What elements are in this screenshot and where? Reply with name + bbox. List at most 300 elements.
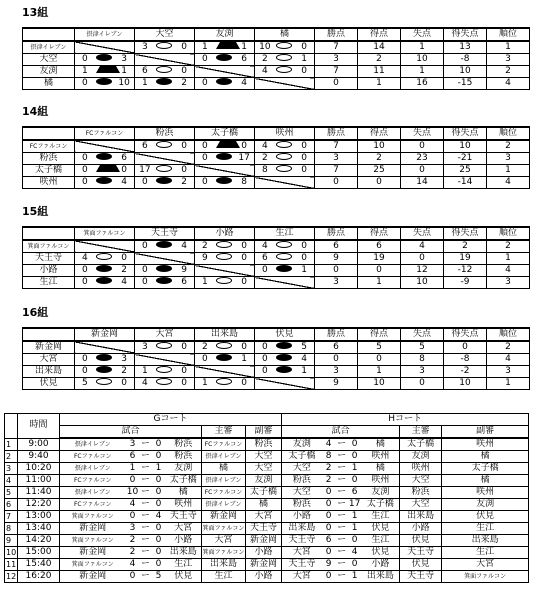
assistant-header: 副審 xyxy=(246,426,282,439)
referee: 天王寺 xyxy=(400,547,442,559)
referee: 小路 xyxy=(400,523,442,535)
win-circle-icon xyxy=(276,165,292,172)
result-cell xyxy=(255,140,315,153)
match-number: 1 xyxy=(5,438,18,451)
away-score: 1 xyxy=(348,463,362,475)
table-row xyxy=(23,354,530,366)
win-circle-icon xyxy=(156,141,172,148)
column-team-name: 箕面ファルコン xyxy=(75,227,135,240)
home-team: 摂津イレブン xyxy=(60,487,126,499)
away-score: 5 xyxy=(152,571,166,583)
away-team: 小路 xyxy=(362,559,400,571)
home-score: 0 xyxy=(322,511,336,523)
loss-dot-icon xyxy=(96,366,112,373)
stat-value: 3 xyxy=(315,366,358,378)
home-score: 2 xyxy=(322,463,336,475)
assistant-referee: 橘 xyxy=(442,451,529,463)
row-team-name: 太子橋 xyxy=(23,165,75,177)
home-team: 大宮 xyxy=(282,571,322,583)
table-row xyxy=(23,78,530,90)
score-against: 1 xyxy=(301,265,307,275)
result-cell xyxy=(195,240,255,253)
score-against: 0 xyxy=(301,66,307,76)
away-score: 0 xyxy=(152,499,166,511)
stat-value: 2 xyxy=(444,240,487,253)
result-cell xyxy=(255,354,315,366)
row-team-name: 大空 xyxy=(23,54,75,66)
home-score: 2 xyxy=(126,547,140,559)
stat-value: 7 xyxy=(315,41,358,54)
match-time: 10:20 xyxy=(18,463,60,475)
home-team: FCファルコン xyxy=(60,451,126,463)
corner-cell xyxy=(23,328,75,341)
result-cell xyxy=(255,41,315,54)
away-team: 咲州 xyxy=(166,499,202,511)
referee: FCファルコン xyxy=(202,487,246,499)
self-match-cell xyxy=(75,240,135,253)
score-for: 4 xyxy=(261,66,268,76)
home-score: 0 xyxy=(322,487,336,499)
score-against: 0 xyxy=(181,165,187,175)
score-dash: ー xyxy=(140,523,150,533)
self-match-cell xyxy=(135,54,195,66)
score-for: 4 xyxy=(141,378,148,388)
stat-value: 14 xyxy=(358,41,401,54)
score-for: 0 xyxy=(81,54,88,64)
away-team: 生江 xyxy=(362,535,400,547)
match-number: 3 xyxy=(5,463,18,475)
schedule-row xyxy=(5,571,529,583)
assistant-referee: 天王寺 xyxy=(246,523,282,535)
win-circle-icon xyxy=(276,42,292,49)
score-against: 0 xyxy=(301,241,307,251)
stat-value: 9 xyxy=(315,378,358,390)
self-match-cell xyxy=(255,378,315,390)
loss-dot-icon xyxy=(216,54,232,61)
table-row xyxy=(23,240,530,253)
match-time: 13:40 xyxy=(18,523,60,535)
referee: 伏見 xyxy=(400,535,442,547)
score-against: 4 xyxy=(181,241,187,251)
group-title: 16組 xyxy=(22,306,49,319)
column-team-name: 出来島 xyxy=(195,328,255,341)
stat-value: 1 xyxy=(401,66,444,78)
score-dash: ー xyxy=(337,511,347,521)
score-for: 0 xyxy=(81,366,88,376)
stat-value: 3 xyxy=(315,54,358,66)
referee: 出来島 xyxy=(202,559,246,571)
away-score: 0 xyxy=(152,438,166,451)
score-against: 1 xyxy=(121,66,127,76)
win-circle-icon xyxy=(216,253,232,260)
win-circle-icon xyxy=(276,141,292,148)
assistant-referee: 新金岡 xyxy=(246,535,282,547)
score-for: 0 xyxy=(81,265,88,275)
stat-header: 順位 xyxy=(487,328,530,341)
stat-value: 6 xyxy=(315,240,358,253)
score-for: 0 xyxy=(141,177,148,187)
away-score: 0 xyxy=(348,451,362,463)
column-team-name: 新金岡 xyxy=(75,328,135,341)
table-header-row xyxy=(23,227,530,240)
stat-value: 3 xyxy=(487,277,530,289)
stat-value: 10 xyxy=(444,378,487,390)
self-match-cell xyxy=(195,366,255,378)
score-for: 0 xyxy=(141,277,148,287)
referee: 摂津イレブン xyxy=(202,451,246,463)
match-number: 10 xyxy=(6,548,17,557)
match-time: 14:20 xyxy=(18,535,60,547)
assistant-referee: 橘 xyxy=(442,475,529,487)
score-for: 0 xyxy=(81,165,88,175)
score-against: 1 xyxy=(301,366,307,376)
stat-value: 0 xyxy=(401,165,444,177)
self-match-cell xyxy=(195,165,255,177)
stat-value: 10 xyxy=(444,66,487,78)
self-match-cell xyxy=(75,41,135,54)
stat-value: 19 xyxy=(358,253,401,265)
score-for: 2 xyxy=(261,54,268,64)
score-dash: ー xyxy=(140,499,150,509)
stat-value: 10 xyxy=(401,54,444,66)
match-time: 15:00 xyxy=(18,547,60,559)
group-title: 13組 xyxy=(22,6,49,19)
stat-value: 0 xyxy=(315,265,358,277)
stat-header: 順位 xyxy=(487,28,530,41)
score-against: 0 xyxy=(181,366,187,376)
score-against: 3 xyxy=(121,354,127,364)
home-score: 6 xyxy=(126,451,140,463)
score-for: 9 xyxy=(201,253,208,263)
home-team: 箕面ファルコン xyxy=(60,559,126,571)
loss-dot-icon xyxy=(96,78,112,85)
row-team-name: 伏見 xyxy=(23,378,75,390)
result-cell xyxy=(255,253,315,265)
stat-value: 0 xyxy=(401,253,444,265)
table-row xyxy=(23,165,530,177)
score-against: 0 xyxy=(301,141,307,151)
loss-dot-icon xyxy=(156,177,172,184)
home-score: 0 xyxy=(126,571,140,583)
stat-value: 0 xyxy=(401,378,444,390)
loss-dot-icon xyxy=(216,354,232,361)
home-team: 天王寺 xyxy=(282,535,322,547)
result-cell xyxy=(195,354,255,366)
result-cell xyxy=(75,177,135,189)
result-cell xyxy=(195,78,255,90)
corner-cell xyxy=(23,28,75,41)
home-score: 0 xyxy=(322,499,336,511)
away-team: 粉浜 xyxy=(166,438,202,451)
loss-dot-icon xyxy=(276,354,292,361)
result-cell xyxy=(75,277,135,289)
result-cell xyxy=(255,165,315,177)
score-against: 0 xyxy=(241,342,247,352)
result-cell xyxy=(135,66,195,78)
time-header: 時間 xyxy=(18,414,60,439)
stat-header: 得点 xyxy=(358,328,401,341)
home-team: 粉浜 xyxy=(282,475,322,487)
assistant-referee: 咲州 xyxy=(442,438,529,451)
referee: 天王寺 xyxy=(400,571,442,583)
score-for: 0 xyxy=(201,177,208,187)
stat-value: 1 xyxy=(487,165,530,177)
loss-dot-icon xyxy=(156,277,172,284)
score-against: 0 xyxy=(241,253,247,263)
assistant-referee: 大宮 xyxy=(246,511,282,523)
table-row xyxy=(23,153,530,165)
result-cell xyxy=(75,78,135,90)
group-standings-table xyxy=(22,126,530,189)
assistant-referee: 出来島 xyxy=(442,535,529,547)
score-against: 0 xyxy=(301,153,307,163)
assistant-referee: 大空 xyxy=(246,463,282,475)
loss-dot-icon xyxy=(276,366,292,373)
score-against: 10 xyxy=(118,78,130,88)
away-score: 4 xyxy=(348,547,362,559)
stat-value: -14 xyxy=(444,177,487,189)
stat-header: 順位 xyxy=(487,127,530,140)
row-team-name: 新金岡 xyxy=(23,341,75,354)
loss-dot-icon xyxy=(96,54,112,61)
loss-dot-icon xyxy=(156,265,172,272)
stat-value: 2 xyxy=(358,54,401,66)
home-team: 摂津イレブン xyxy=(60,438,126,451)
home-score: 4 xyxy=(126,499,140,511)
score-dash: ー xyxy=(337,439,347,449)
stat-value: 7 xyxy=(315,66,358,78)
row-team-name: 生江 xyxy=(23,277,75,289)
score-for: 0 xyxy=(201,141,208,151)
stat-value: 3 xyxy=(487,54,530,66)
score-dash: ー xyxy=(140,571,150,581)
assistant-referee: 友渕 xyxy=(246,475,282,487)
stat-value: 2 xyxy=(487,140,530,153)
score-for: 1 xyxy=(141,78,148,88)
table-row xyxy=(23,277,530,289)
assistant-referee: 友渕 xyxy=(442,499,529,511)
away-score: 1 xyxy=(348,571,362,583)
referee: 粉浜 xyxy=(400,487,442,499)
result-cell xyxy=(195,378,255,390)
stat-header: 得失点 xyxy=(444,28,487,41)
score-for: 0 xyxy=(141,241,148,251)
stat-value: 25 xyxy=(358,165,401,177)
score-for: 17 xyxy=(139,165,151,175)
result-cell xyxy=(195,54,255,66)
home-team: 新金岡 xyxy=(60,571,126,583)
score-for: 2 xyxy=(201,342,208,352)
stat-value: 3 xyxy=(315,153,358,165)
row-team-name: 咲州 xyxy=(23,177,75,189)
win-circle-icon xyxy=(216,378,232,385)
stat-value: 0 xyxy=(358,265,401,277)
row-team-name: 摂津イレブン xyxy=(23,41,75,54)
assistant-header: 副審 xyxy=(442,426,529,439)
score-dash: ー xyxy=(140,475,150,485)
score-against: 6 xyxy=(241,54,247,64)
stat-value: -8 xyxy=(444,354,487,366)
stat-value: 0 xyxy=(444,341,487,354)
win-circle-icon xyxy=(156,366,172,373)
score-for: 1 xyxy=(201,378,208,388)
score-for: 1 xyxy=(201,42,208,52)
result-cell xyxy=(195,277,255,289)
away-team: 橘 xyxy=(166,487,202,499)
score-for: 0 xyxy=(201,153,208,163)
referee: FCファルコン xyxy=(202,438,246,451)
score-for: 8 xyxy=(261,165,268,175)
away-score: 0 xyxy=(152,559,166,571)
column-team-name: 摂津イレブン xyxy=(75,28,135,41)
assistant-referee: 粉浜 xyxy=(246,438,282,451)
stat-value: 10 xyxy=(401,277,444,289)
stat-value: -2 xyxy=(444,366,487,378)
match-schedule-table xyxy=(4,413,529,583)
stat-value: 1 xyxy=(487,41,530,54)
corner-cell xyxy=(23,127,75,140)
stat-value: 4 xyxy=(487,265,530,277)
referee: 友渕 xyxy=(400,451,442,463)
stat-value: 2 xyxy=(487,66,530,78)
score-against: 0 xyxy=(241,141,247,151)
match-number: 11 xyxy=(6,560,17,569)
away-team: 友渕 xyxy=(362,487,400,499)
stat-value: 8 xyxy=(401,354,444,366)
score-for: 2 xyxy=(261,153,268,163)
score-dash: ー xyxy=(337,475,347,485)
score-against: 4 xyxy=(301,354,307,364)
score-dash: ー xyxy=(140,439,150,449)
score-against: 0 xyxy=(181,342,187,352)
win-circle-icon xyxy=(276,241,292,248)
row-team-name: 出来島 xyxy=(23,366,75,378)
table-row xyxy=(23,265,530,277)
result-cell xyxy=(195,177,255,189)
stat-value: 1 xyxy=(401,41,444,54)
stat-value: 1 xyxy=(487,253,530,265)
home-team: 大空 xyxy=(282,487,322,499)
match-number: 4 xyxy=(5,475,18,487)
score-dash: ー xyxy=(337,451,347,461)
away-team: 粉浜 xyxy=(166,451,202,463)
away-team: 天王寺 xyxy=(166,511,202,523)
score-dash: ー xyxy=(140,487,150,497)
score-against: 8 xyxy=(241,177,247,187)
home-score: 1 xyxy=(126,463,140,475)
assistant-referee: 小路 xyxy=(246,571,282,583)
win-circle-icon xyxy=(156,42,172,49)
stat-value: -8 xyxy=(444,54,487,66)
away-team: 伏見 xyxy=(362,523,400,535)
score-against: 4 xyxy=(121,177,127,187)
result-cell xyxy=(255,153,315,165)
home-team: 太子橋 xyxy=(282,451,322,463)
away-score: 1 xyxy=(152,463,166,475)
score-dash: ー xyxy=(337,523,347,533)
match-number: 5 xyxy=(5,487,18,499)
stat-value: 7 xyxy=(315,165,358,177)
away-score: 0 xyxy=(152,451,166,463)
result-cell xyxy=(75,265,135,277)
score-dash: ー xyxy=(140,463,150,473)
stat-value: 16 xyxy=(401,78,444,90)
score-against: 17 xyxy=(238,153,250,163)
table-header-row xyxy=(23,127,530,140)
loss-dot-icon xyxy=(216,153,232,160)
away-team: 太子橋 xyxy=(166,475,202,487)
win-circle-icon xyxy=(156,165,172,172)
stat-header: 得点 xyxy=(358,127,401,140)
result-cell xyxy=(255,366,315,378)
score-for: 0 xyxy=(201,78,208,88)
score-against: 4 xyxy=(121,277,127,287)
result-cell xyxy=(135,240,195,253)
away-score: 0 xyxy=(152,523,166,535)
match-time: 13:00 xyxy=(18,511,60,523)
score-dash: ー xyxy=(337,547,347,557)
home-team: 箕面ファルコン xyxy=(60,511,126,523)
assistant-referee: 生江 xyxy=(442,547,529,559)
score-against: 0 xyxy=(301,253,307,263)
score-against: 0 xyxy=(181,66,187,76)
table-row xyxy=(23,66,530,78)
table-row xyxy=(23,41,530,54)
column-team-name: 友渕 xyxy=(195,28,255,41)
assistant-referee: 太子橋 xyxy=(442,463,529,475)
stat-value: 4 xyxy=(487,354,530,366)
result-cell xyxy=(135,366,195,378)
result-cell xyxy=(135,378,195,390)
match-header: 試合 xyxy=(282,426,400,439)
stat-value: 2 xyxy=(487,341,530,354)
home-team: FCファルコン xyxy=(60,475,126,487)
schedule-row xyxy=(5,487,529,499)
win-circle-icon xyxy=(276,253,292,260)
referee: 橘 xyxy=(202,463,246,475)
score-against: 1 xyxy=(241,42,247,52)
table-row xyxy=(23,253,530,265)
row-team-name: 箕面ファルコン xyxy=(23,240,75,253)
away-score: 17 xyxy=(348,499,361,509)
stat-value: 1 xyxy=(358,78,401,90)
assistant-referee: 大宮 xyxy=(442,559,529,571)
assistant-referee: 橘 xyxy=(246,499,282,511)
home-team: 小路 xyxy=(282,511,322,523)
column-team-name: 大宮 xyxy=(135,328,195,341)
result-cell xyxy=(255,240,315,253)
home-team: 大宮 xyxy=(282,547,322,559)
score-for: 0 xyxy=(141,265,148,275)
away-score: 1 xyxy=(348,523,362,535)
stat-value: 9 xyxy=(315,253,358,265)
score-dash: ー xyxy=(337,571,347,581)
loss-dot-icon xyxy=(216,78,232,85)
loss-dot-icon xyxy=(96,177,112,184)
score-against: 5 xyxy=(301,342,307,352)
score-dash: ー xyxy=(337,535,347,545)
result-cell xyxy=(135,277,195,289)
stat-header: 得点 xyxy=(358,227,401,240)
column-team-name: 大空 xyxy=(135,28,195,41)
loss-dot-icon xyxy=(96,354,112,361)
stat-header: 失点 xyxy=(401,328,444,341)
column-team-name: 太子橋 xyxy=(195,127,255,140)
score-against: 0 xyxy=(181,42,187,52)
score-dash: ー xyxy=(140,535,150,545)
score-for: 0 xyxy=(261,366,268,376)
result-cell xyxy=(75,165,135,177)
